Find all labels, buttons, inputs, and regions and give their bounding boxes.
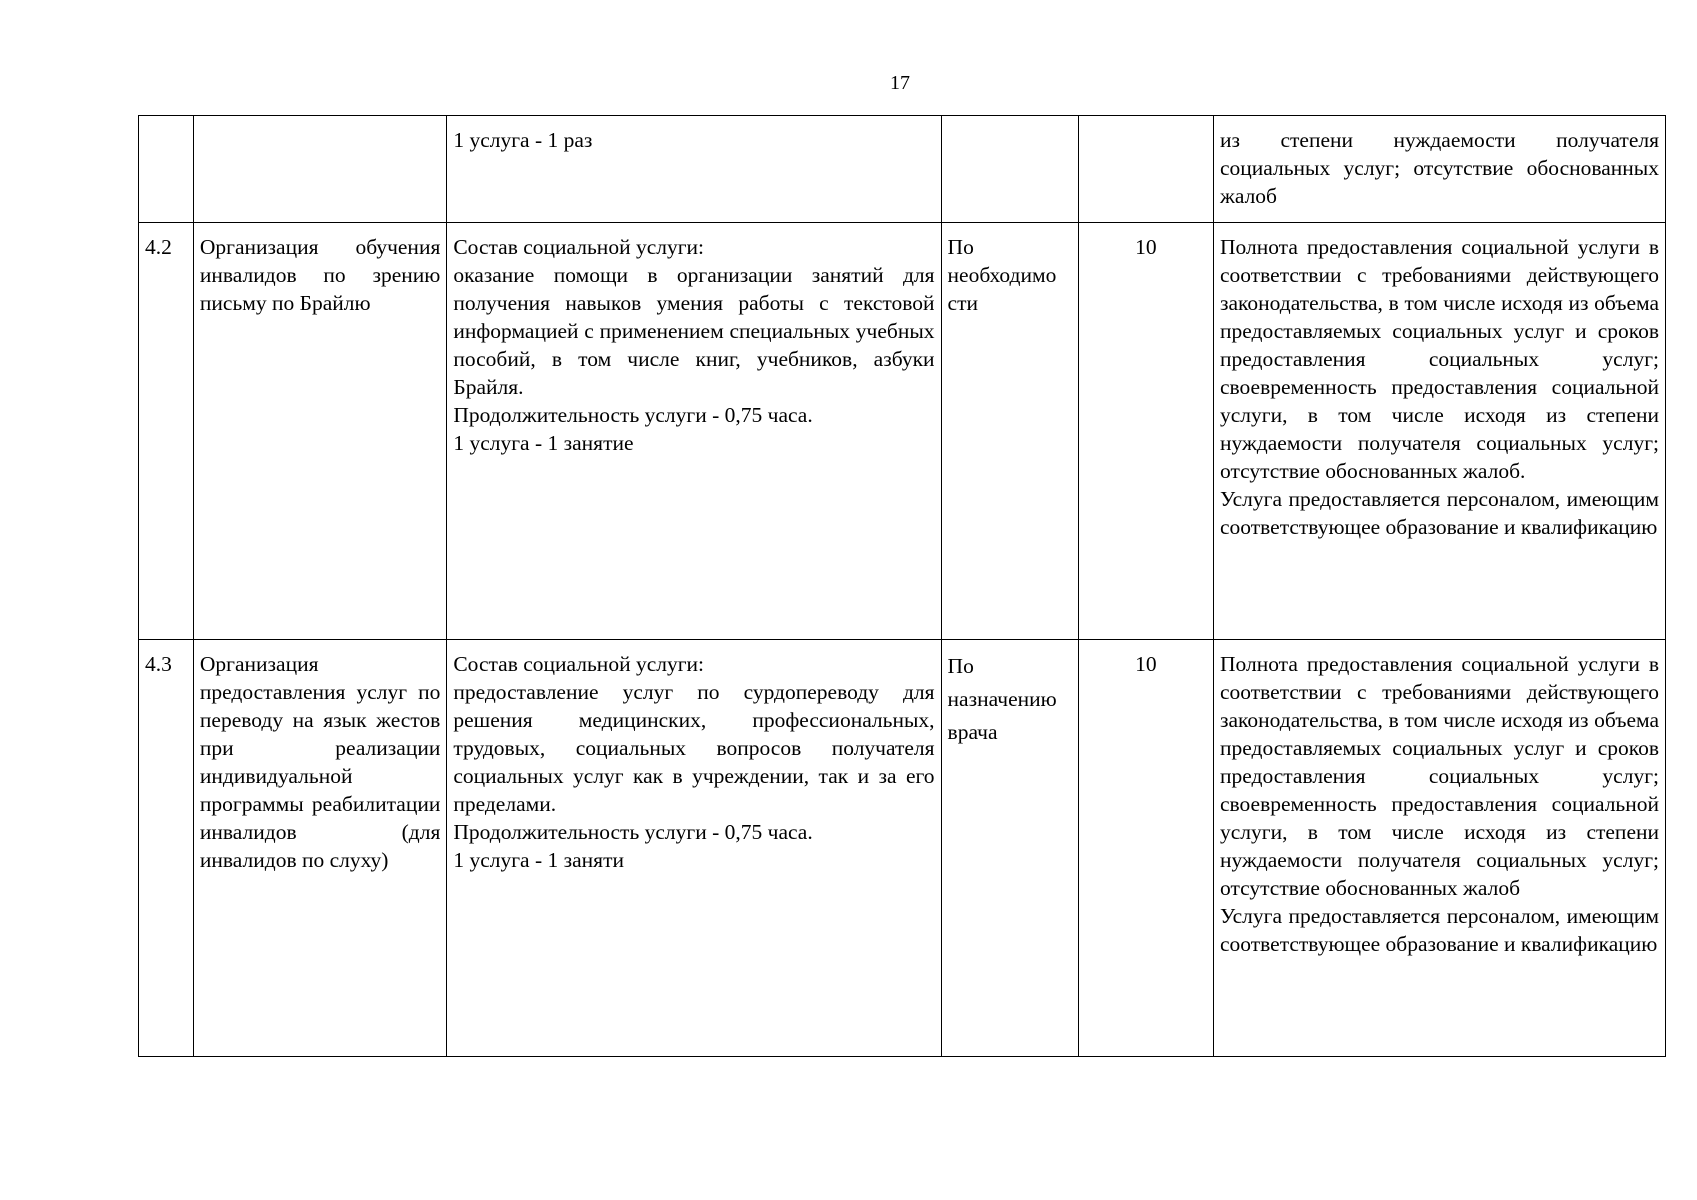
- service-name-cell: Организация предоставления услуг по переводу на язык жестов при реализации индивидуальной программы реабилитации инвалидов (для инвалидов по слуху): [193, 640, 446, 1057]
- service-name-cell: Организация обучения инвалидов по зрению письму по Брайлю: [193, 223, 446, 640]
- service-frequency-cell: По необходимо сти: [941, 223, 1078, 640]
- service-cost-cell: 10: [1078, 640, 1213, 1057]
- table-row: [139, 223, 1666, 640]
- service-frequency-cell: [941, 116, 1078, 223]
- description-line: оказание помощи в организации занятий для получения навыков умения работы с текстовой информацией с применением специальных учебных пособий, в том числе книг, учебников, азбуки Брайля.: [453, 263, 935, 399]
- service-quality-cell: [1213, 640, 1665, 1057]
- description-line: 1 услуга - 1 занятие: [453, 431, 634, 455]
- quality-paragraph: Полнота предоставления социальной услуги в соответствии с требованиями действующего законодательства, в том числе исходя из объема предоставляемых социальных услуг и сроков предоставления социальных услуг; своевременность предоставления социальной услуги, в том числе исходя из степени нуждаемости получателя социальных услуг; отсутствие обоснованных жалоб: [1219, 652, 1659, 900]
- description-line: Продолжительность услуги - 0,75 часа.: [453, 403, 813, 427]
- service-description-cell: [447, 116, 941, 223]
- service-number-cell: 4.2: [139, 223, 194, 640]
- service-quality-cell: [1213, 223, 1665, 640]
- service-frequency-cell: По назначению врача: [941, 640, 1078, 1057]
- quality-paragraph: из степени нуждаемости получателя социальных услуг; отсутствие обоснованных жалоб: [1219, 128, 1659, 208]
- table-row: [139, 640, 1666, 1057]
- description-line: Продолжительность услуги - 0,75 часа.: [453, 820, 813, 844]
- page-number: 17: [890, 72, 910, 94]
- description-line: предоставление услуг по сурдопереводу для решения медицинских, профессиональных, трудовых, социальных вопросов получателя социальных услуг как в учреждении, так и за его пределами.: [453, 680, 935, 816]
- quality-paragraph: Услуга предоставляется персоналом, имеющим соответствующее образование и квалификацию: [1219, 904, 1659, 956]
- service-number-cell: [139, 116, 194, 223]
- services-table: [138, 115, 1666, 1057]
- service-number-cell: 4.3: [139, 640, 194, 1057]
- description-line: Состав социальной услуги:: [453, 652, 705, 676]
- description-line: 1 услуга - 1 заняти: [453, 848, 624, 872]
- quality-paragraph: Услуга предоставляется персоналом, имеющим соответствующее образование и квалификацию: [1219, 487, 1659, 539]
- service-description-cell: [447, 223, 941, 640]
- service-cost-cell: 10: [1078, 223, 1213, 640]
- description-line: Состав социальной услуги:: [453, 235, 705, 259]
- table-row: [139, 116, 1666, 223]
- service-name-cell: [193, 116, 446, 223]
- service-cost-cell: [1078, 116, 1213, 223]
- quality-paragraph: Полнота предоставления социальной услуги в соответствии с требованиями действующего законодательства, в том числе исходя из объема предоставляемых социальных услуг и сроков предоставления социальных услуг; своевременность предоставления социальной услуги, в том числе исходя из степени нуждаемости получателя социальных услуг; отсутствие обоснованных жалоб.: [1219, 235, 1659, 483]
- description-line: 1 услуга - 1 раз: [453, 128, 593, 152]
- service-quality-cell: [1213, 116, 1665, 223]
- service-description-cell: [447, 640, 941, 1057]
